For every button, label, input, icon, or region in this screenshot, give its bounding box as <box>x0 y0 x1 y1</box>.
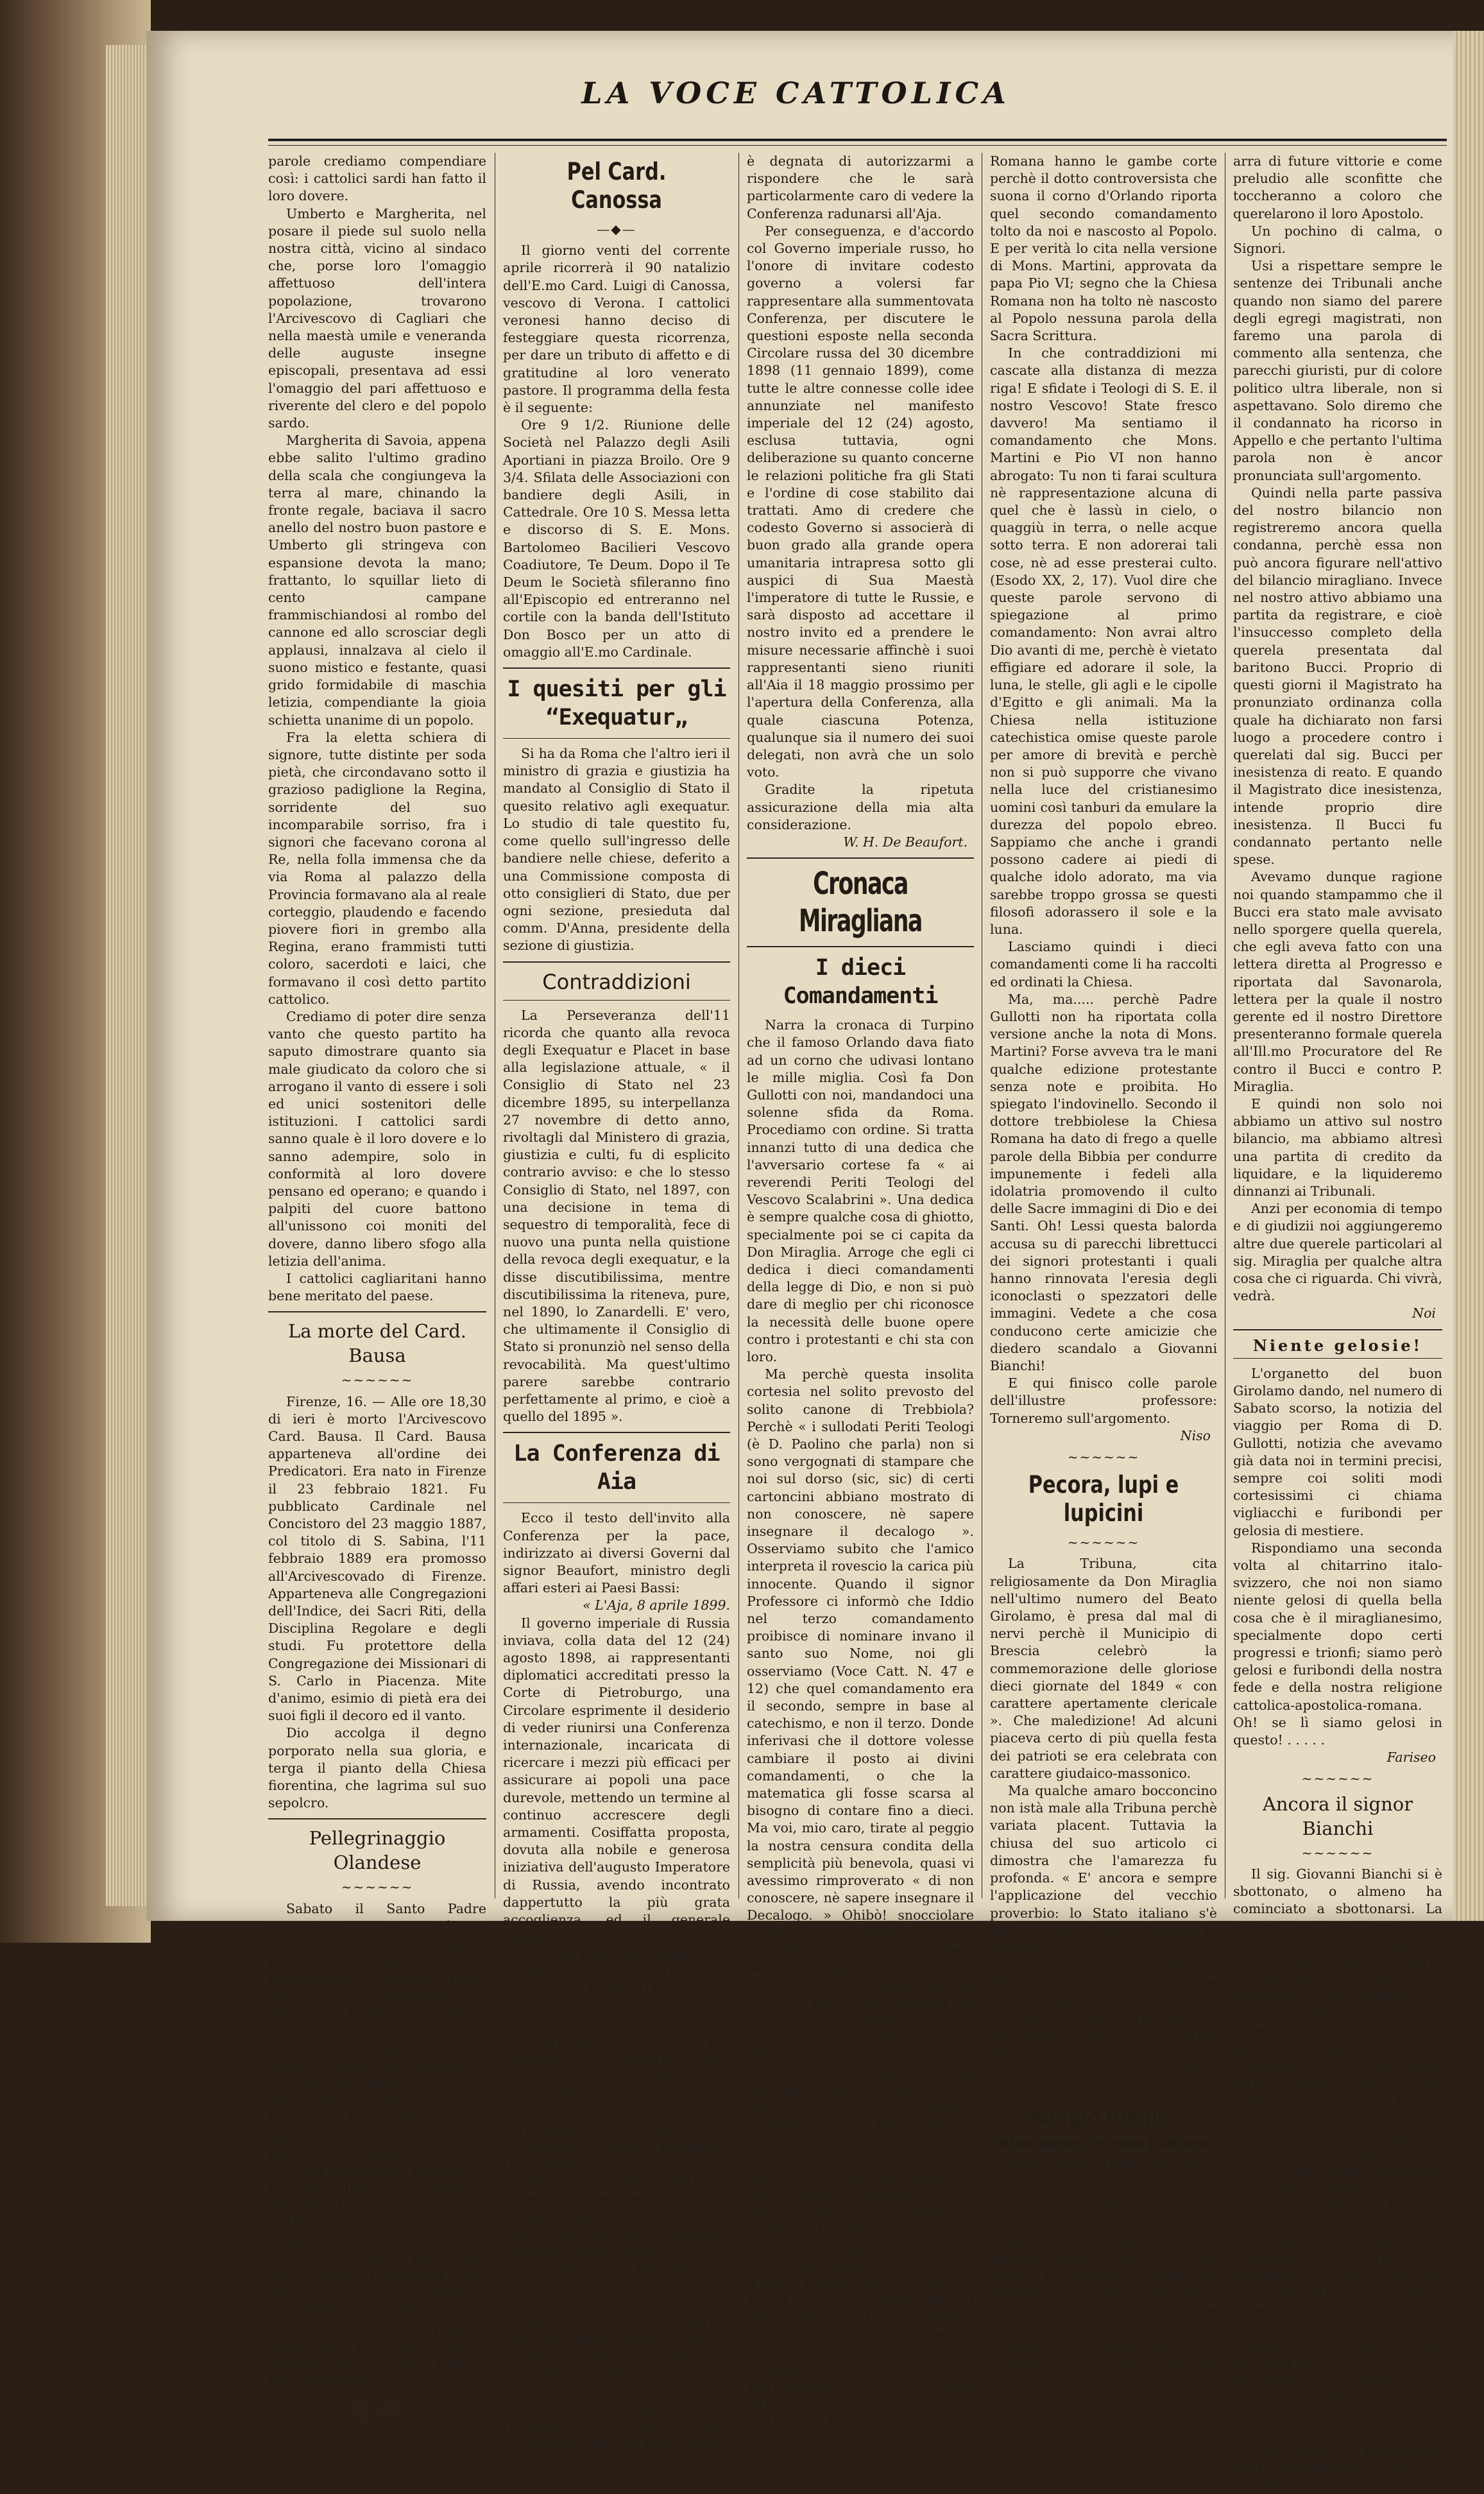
headline-pecora: Pecora, lupi e lupicini <box>1028 1471 1179 1527</box>
floral-ornament-icon: ❦❧ <box>347 2389 407 2432</box>
ornament-divider: ~~~~~~ <box>1301 1845 1374 1861</box>
masthead-rule-thin <box>268 145 1447 146</box>
paragraph: Il giorno venti del corrente aprile ricorrerà il 90 natalizio dell'E.mo Card. Luigi di Canossa, vescovo di Verona. I cattolici veronesi hanno deciso di festeggiare questa ricorrenza, per dare un tributo di affetto e di gratitudine al loro venerato pastore. Il programma della festa è il seguente: <box>503 243 730 416</box>
paragraph: Dopo una lunga autodifesa su questo terreno, viene a parlare di D. Paolino. Fa pure una lunga storia del miraglianesimo e delle sue relazioni con Miraglia e conchiude che egli, viste non accettate certe sue proposte, si regolò in proposito per non figurare come un soldato di ventura del giornalismo, dopo cinquant'anni di lotta cosciente in quel campo; e ciò più ancora perchè gli premeva di levarsi di dosso fin l'ombra del sospetto che egli mai potesse venire a transazione col Protestantesimo, verso cui, a giudizio suo, si incam- <box>1233 2163 1442 2493</box>
paragraph: Ma, ma..... perchè Padre Gullotti non ha riportata colla versione anche la nota di Mons. Martini? Forse avveva tra le mani qualche edizione protestante senza note e proibita. Ho spiegato l'indovinello. Secondo il dottore trebbiolese la Chiesa Romana ha dato di frego a quelle parole della Bibbia per condurre impunemente i fedeli alla idolatria promovendo il culto delle Sacre immagini di Dio e dei Santi. Oh! Lessi questa balorda accusa su di parecchi librettucci dei signori protestanti i quali hanno rinnovata l'eresia degli iconoclasti o spezzatori delle immagini. Vedete a che cosa conducono certe amicizie che diedero scandalo a Giovanni Bianchi! <box>990 991 1217 1374</box>
headline-rule <box>1233 1358 1442 1359</box>
paragraph: Sabato il Santo Padre ammetteva in udienza particolare una cinquantina di persone, componenti il pellegrinaggio olandese, posto sotto l'alto patronato di Monsignor Francesco Tarnassi, internunzio apost. all'Aja. <box>268 1900 486 2039</box>
paragraph: La Tribuna, cita religiosamente da Don Miraglia nell'ultimo numero del Beato Girolamo, è presa dal mal di nervi perchè il Municipio di Brescia celebrò la commemorazione delle gloriose dieci giornate del 1849 « con carattere apertamente clericale ». Che maledizione! Ad alcuni piaceva certo di più quella festa dei patrioti se era celebrata con carattere giudaico-massonico. <box>990 1556 1217 1781</box>
ornament-divider: ~~~~~~ <box>1067 2083 1140 2099</box>
paragraph: Margherita di Savoia, appena ebbe salito l'ultimo gradino della scala che congiungeva la terra al mare, chinando la fronte regale, baciava il sacro anello del nostro buon pastore e Umberto gli stringeva con espansione devota la mano; frattanto, lo squillar lieto di cento campane frammischiandosi al rombo del cannone ed allo scrosciar degli applausi, innalzava al cielo il suono mistico e festante, quasi grido formidabile di maschia letizia, compendiante la gioia schietta unanime di un popolo. <box>268 433 486 728</box>
section-rule <box>268 1818 486 1819</box>
paragraph: Quindi nella parte passiva del nostro bilancio non registreremo ancora quella condanna, perchè essa non può ancora figurare nell'attivo del bilancio miragliano. Invece nel nostro attivo abbiamo una partita da registrare, e cioè l'insuccesso completo della querela presentata dal baritono Bucci. Proprio di questi giorni il Magistrato ha pronunziato ordinanza colla quale ha dichiarato non farsi luogo a procedere contro i querelati dal sig. Bucci per inesistenza di reato. E quando il Magistrato dice inesistenza, intende proprio dire inesistenza. Il Bucci fu condannato pertanto nelle spese. <box>1233 485 1442 868</box>
paragraph: Chi sono i lupi grossi e piccoli? Per la Tribuna sono i clericali che si mangiano lo Stato!!! Noi crediamo che ben altre maschele lavorassero attorno allo Stato italiano. <box>990 1957 1217 2061</box>
headline-dieci-comandamenti: I dieci Comandamenti <box>783 955 938 1010</box>
headline-niente-gelosie: Niente gelosie! <box>1252 1336 1423 1355</box>
headline-adagio-biagio: Adagio Biagio! <box>1028 2104 1179 2129</box>
headline-rule <box>503 1000 730 1001</box>
paragraph: Umberto e Margherita, nel posare il piede sul suolo nella nostra città, vicino al sindaco che, porse loro l'omaggio affettuoso dell'intera popolazione, trovarono l'Arcivescovo di Cagliari che nella maestà umile e veneranda delle auguste insegne episcopali, presentava ad essi l'omaggio del pari affettuoso e riverente del clero e del popolo sardo. <box>268 205 486 431</box>
section-rule <box>503 961 730 963</box>
headline-rule <box>503 1502 730 1503</box>
paragraph: Dio accolga il degno porporato nella sua gloria, e terga il pianto della Chiesa fiorentina, che lagrima sul suo sepolcro. <box>268 1725 486 1811</box>
paragraph: è degnata di autorizzarmi a rispondere che le sarà particolarmente caro di vedere la Conferenza radunarsi all'Aja. <box>747 153 974 221</box>
paragraph: Ci dicono che un insolito tripudio animi le diradate file degli ultimi superstiti del miraglianesimo che sta per morire. La condanna pronunziata Venerdì dal nostro Tribunale a carico del Santani, ex-gerente della Voce Cattolica, li ha alquanto ringalluzziti e considerano quella Sentenza come <box>990 2197 1217 2388</box>
column-2 <box>503 153 730 2469</box>
paragraph: Per motivi di ordine politico, il governo imperiale russo ha giudicato non essere desiderabile che la riunione della Conferenza avvenga nella capitale di una delle grandi Potenze; e assicuratosi il consenso dei Governi interessati, si è rivolto al Gabinetto dell'Aja, per ottenere il suo gradimento alla scelta di questa residenza come sede della Conferenza in parola. Io mi sono affrettato a prendere gli ordini di S. Maestà la Regina a tale riguardo, e sono felice d'informarvi che la mia augusta Sovrana si <box>503 2174 730 2469</box>
paragraph: Gradite la ripetuta assicurazione della mia alta considerazione. <box>747 782 974 832</box>
masthead-title: LA VOCE CATTOLICA <box>581 76 1011 110</box>
headline-canossa: Pel Card. Canossa <box>567 158 667 214</box>
signature: Galeno <box>1164 2062 1211 2078</box>
right-page-edges <box>1453 31 1484 1921</box>
column-5 <box>1233 153 1442 2493</box>
headline-cronaca-miragliana: Cronaca Miragliana <box>799 866 922 940</box>
page-stack-edge <box>106 45 151 1906</box>
paragraph: Il sig. Giovanni Bianchi si è sbottonato, o almeno ha cominciato a sbottonarsi. La lettera da noi annunciata nell'ultimo numero comparve in due puntate sulla « Libertà ». Dice che lui non è un convertito che avrebbe le passate eresie, come alcuni vorrebbero, perchè fu sempre cattolico; che non è un vecchio rammollito fatto su da pochi furbi, come altri hanno insinuato, perchè la sua testa è ancor salda e la materia grigia che c'è dentro non ha ancora perduto il suo fosforo. <box>1233 1866 1442 2162</box>
paragraph: Ore 9 1/2. Riunione delle Società nel Palazzo degli Asili Aportiani in piazza Broilo. Ore 9 3/4. Sfilata delle Associazioni con bandiere degli Asili, in Cattedrale. Ore 10 S. Messa letta e discorso di S. E. Mons. Bartolomeo Bacilieri Vescovo Coadiutore, Te Deum. Dopo il Te Deum le Società sfileranno fino all'Episcopio ed entreranno nel cortile con la banda dell'Istituto Don Bosco per un atto di omaggio all'E.mo Cardinale. <box>503 417 730 660</box>
headline-ancora-bianchi: Ancora il signor Bianchi <box>1262 1793 1413 1839</box>
column-1 <box>268 153 486 2432</box>
headline-conferenza: La Conferenza di Aia <box>513 1441 720 1495</box>
dateline: « L'Aja, 8 aprile 1899. <box>583 1597 730 1613</box>
paragraph: Narra la cronaca di Turpino che il famoso Orlando dava fiato ad un corno che udivasi lontano le mille miglia. Così fa Don Gullotti con noi, mandandoci una solenne sfida da Roma. Procediamo con ordine. Si tratta innanzi tutto di una dedica che l'avversario cortese fa « ai reverendi Periti Teologi del Vescovo Scalabrini ». Una dedica è sempre qualche cosa di ghiotto, specialmente poi se ci capita da Don Miraglia. Arroge che egli ci dedica i dieci comandamenti della legge di Dio, e non si può dare di meglio per chi riconosce la necessità delle buone opere contro i protestanti e chi sta con loro. <box>747 1017 974 1364</box>
section-rule <box>503 667 730 669</box>
newspaper-page <box>146 31 1484 2493</box>
subheadline: Nuove querele e nuovi querelati <box>1000 2155 1207 2171</box>
ornament-divider: ~~~~~~ <box>1301 1771 1374 1787</box>
paragraph: Ma qualche amaro bocconcino non istà male alla Tribuna perchè variata placent. Tuttavia la chiusa del suo articolo ci dimostra che l'amarezza fu profonda. « E' ancora e sempre l'applicazione del vecchio proverbio: lo Stato italiano s'è fatto pecora; lupi e lupicini lo mangiano. » <box>990 1783 1217 1956</box>
paragraph: Lasciamo quindi i dieci comandamenti come li ha raccolti ed ordinati la Chiesa. <box>990 939 1217 990</box>
section-rule <box>747 946 974 947</box>
paragraph: Crediamo di poter dire senza vanto che questo partito ha saputo dimostrare quanto sia male giudicato da coloro che si arrogano il vanto di essere i soli ed unici sostenitori delle istituzioni. I cattolici sardi sanno quale è il loro dovere e lo sanno adempire, solo in conformità al loro dovere pensano ed operano; e quando i palpiti del cuore battono all'unissono coi moniti del dovere, danno libero sfogo alla letizia dell'anima. <box>268 1008 486 1269</box>
paragraph: I cattolici cagliaritani hanno bene meritato del paese. <box>268 1271 486 1304</box>
paragraph: Per conseguenza, e d'accordo col Governo imperiale russo, ho l'onore di invitare codesto governo a volersi far rappresentare alla summentovata Conferenza, per discutere le questioni esposte nella seconda Circolare russa del 30 dicembre 1898 (11 gennaio 1899), come tutte le altre connesse colle idee annunziate nel manifesto imperiale del 12 (24) agosto, esclusa tuttavia, ogni deliberazione su quanto concerne le relazioni politiche fra gli Stati e l'ordine di cose stabilito dai trattati. Amo di credere che codesto Governo si associerà di buon grado alla grande opera umanitaria intrapresa sotto gli auspici di Sua Maestà l'imperatore di tutte le Russie, e sarà disposto ad accettare il nostro invito ed a prendere le misure necessarie affinchè i suoi rappresentanti sieno riuniti all'Aia il 18 maggio prossimo per l'apertura della Conferenza, alla quale ciascuna Potenza, qualunque sia il numero dei suoi delegati, non avrà che un solo voto. <box>747 223 974 780</box>
paragraph: Il pellegrinaggio, fra cui alcune signore, è presieduto da un comitato direttivo, di cui fanno parte il Rev. Dekkers, Vicario a Teteringenlez-Breda, quale presidente, il cav. Carlo Kieckens di Tilbourg, direttore, il signor Cerksen di Tilbourg, il Rev. dott. Brink, quali membri del comitato stesso. <box>268 2040 486 2214</box>
headline-rule <box>503 738 730 739</box>
section-rule <box>1233 1329 1442 1330</box>
paragraph: E qui finisco colle parole dell'illustre professore: Torneremo sull'argomento. <box>990 1375 1217 1426</box>
paragraph: Avevamo dunque ragione noi quando stampammo che il Bucci era stato male avvisato nello sporgere quella querela, che egli aveva fatto con una lettera diretta al Progresso e riportata dal Savonarola, lettera per la quale il nostro gerente ed il nostro Direttore presenteranno formale querela all'Ill.mo Procuratore del Re contro il Bucci e contro P. Miraglia. <box>1233 869 1442 1094</box>
section-rule <box>747 857 974 859</box>
paragraph: Romana hanno le gambe corte perchè il dotto controversista che suona il corno d'Orlando riporta quel secondo comandamento tolto da noi e nascosto al Popolo. E per verità lo cita nella versione di Mons. Martini, approvata da papa Pio VI; segno che la Chiesa Romana non ha tolto nè nascosto al Popolo nessuna parola della Sacra Scrittura. <box>990 153 1217 344</box>
paragraph: parole crediamo compendiare così: i cattolici sardi han fatto il loro dovere. <box>268 153 486 204</box>
paragraph: In che contraddizioni mi cascate alla distanza di mezza riga! E sfidate i Teologi di S. E. il nostro Vescovo! State fresco davvero! Ma sentiamo il comandamento che Mons. Martini e Pio VI non hanno abrogato: Tu non ti farai scultura nè rappresentazione alcuna di quel che è lassù in cielo, o quaggiù in terra, o nelle acque sotto terra. E non adorerai tali cose, nè ad esse presterai culto. (Esodo XX, 2, 17). Vuol dire che queste parole servono di spiegazione al primo comandamento: Non avrai altro Dio avanti di me, perchè è vietato effigiare ed adorare il sole, la luna, le stelle, gli agli e le cipolle d'Egitto e gli animali. Ma la Chiesa nella istituzione catechistica omise queste parole per amore di brevità e perchè non si può supporre che vivano nella luce del cristianesimo uomini così tanburi da emulare la durezza del popolo ebreo. Sappiamo che anche i grandi possono cadere ai piedi di qualche idolo adorato, ma via sarebbe troppo grossa se questi filosofi adorassero il sole e la luna. <box>990 345 1217 937</box>
ornament-divider: ~~~~~~ <box>341 1879 414 1895</box>
paragraph: Rispondiamo una seconda volta al chitarrino italo-svizzero, che noi non siamo niente gelosi di quella bella cosa che è il miraglianesimo, specialmente dopo certi progressi e trionfi; siamo però gelosi e furibondi della nostra fede e della nostra religione cattolica-apostolica-romana. Oh! se lì siamo gelosi in questo! . . . . . <box>1233 1540 1442 1748</box>
signature: Niso <box>1180 1427 1211 1443</box>
ornament-divider: ~~~~~~ <box>341 1372 414 1388</box>
paragraph: L'organetto del buon Girolamo dando, nel numero di Sabato scorso, la notizia del viaggio per Roma di D. Gullotti, notizia che avevamo già data noi in termini precisi, sempre coi soliti modi cortesissimi ci chiama vigliacchi e furibondi per gelosia di mestiere. <box>1233 1365 1442 1538</box>
paragraph: Si ha da Roma che l'altro ieri il ministro di grazia e giustizia ha mandato al Consiglio di Stato il quesito relativo agli exequatur. Lo studio di tale questito fu, come quello sull'ingresso delle bandiere nelle chiese, deferito a una Commissione composta di otto consiglieri di Stato, due per ogni sezione, presieduta dal comm. D'Anna, presidente della sezione di giustizia. <box>503 746 730 954</box>
section-rule <box>268 1311 486 1312</box>
paragraph: Usi a rispettare sempre le sentenze dei Tribunali anche quando non siamo del parere degli egregi magistrati, non faremo una parola di commento alla sentenza, che parecchi giuristi, pur di colore politico ultra liberale, non si aspettavano. Solo diremo che il condannato ha ricorso in Appello e che pertanto l'ultima parola non è ancor pronunciata sull'argomento. <box>1233 258 1442 483</box>
paragraph: Dopo l'offerta fatta al Santo Padre di un ricco obolo, il signor cav. Carlo Kieckens, presentava ad uno ad uno i pellegrini a Sua Santità, che li intratteneva famigliarmente, avendo parole di ringraziamento e di paterna benevolenza per ciascheduno, e ammettendo da ultimo tutti al bacio della mano. <box>268 2215 486 2388</box>
headline-contraddizioni: Contraddizioni <box>542 969 691 994</box>
paragraph: Un pochino di calma, o Signori. <box>1233 223 1442 257</box>
paragraph: La Perseveranza dell'11 ricorda che quanto alla revoca degli Exequatur e Placet in base alla legislazione attuale, « il Consiglio di Stato nel 23 dicembre 1895, su interpellanza 27 novembre di detto anno, rivoltagli dal Ministero di grazia, giustizia e culti, fu di esplicito contrario avviso: e che lo stesso Consiglio di Stato, nel 1897, con una decisione in tema di sequestro di temporalità, fece di nuovo una punta nella quistione della revoca degli exequatur, e la disse discutibilissima, mentre discutibilissima la riteneva, pure, nel 1890, lo Zanardelli. E' vero, che ultimamente il Consiglio di Stato si pronunziò nel senso della revocabilità. Ma quest'ultimo parere sarebbe contrario perfettamente al primo, e cioè a quello del 1895 ». <box>503 1007 730 1425</box>
paragraph: Fra la eletta schiera di signore, tutte distinte per soda pietà, che circondavano sotto il grazioso padiglione la Regina, sorridente del suo incomparabile sorriso, fra i signori che facevano corona al Re, nella folla immensa che da via Roma al palazzo della Provincia formavano ala al reale corteggio, plaudendo e facendo piovere fiori in grembo alla Regina, erano frammisti tutti coloro, sacerdoti e laici, che formavano il così detto partito cattolico. <box>268 729 486 1007</box>
subheadline: Ride bene chi ride l'ultimo <box>999 2136 1208 2153</box>
column-4 <box>990 153 1217 2388</box>
paragraph: arra di future vittorie e come preludio alle sconfitte che toccheranno a coloro che querelarono il loro Apostolo. <box>1233 153 1442 221</box>
ornament-divider: —◆— <box>597 221 636 237</box>
signature: Noi <box>1412 1305 1436 1321</box>
paragraph: E quindi non solo noi abbiamo un attivo sul nostro bilancio, ma abbiamo altresì una partita di credito da liquidare, e la liquideremo dinnanzi ai Tribunali. <box>1233 1096 1442 1199</box>
paragraph: Ma le bugie della Chiesa Cattolica <box>747 2414 974 2447</box>
paragraph: Ma Padre Miraglia, passati quasi tre mesi dalla campana del cartoncino, si difende contro la nostra accusa, ribadendo il chiodo. Sicuro: tutta la colpa è della Chiesa Cattolica Romana che ha « tolto e nascosto al popolo » il secondo comandamento di Dio dando nel Catechismo il secondo posto al terzo, e così via via spostandoli tutti, finchè, venutone a mancare uno, dovette dividere in due l'ultimo, per cavarne il nono e il decimo. Insomma la Chiesa Romana ha soppresso addirittura uno dei dei comandamenti, sicchè il nuovo Ercole ci grida in capo: « Ei ora a voi, o impudenti (grazie!) Periti Teologi..... Chi ha mutilato la parola di Dio? » E segue l'ultima minaccia che ci fa tremare « torneremo sull'argomento ». (Sav. 13 Aprile 99). <box>747 1977 974 2412</box>
paragraph: Firenze, 16. — Alle ore 18,30 di ieri è morto l'Arcivescovo Card. Bausa. Il Card. Bausa apparteneva all'ordine dei Predicatori. Era nato in Firenze il 23 febbraio 1821. Fu pubblicato Cardinale nel Concistoro del 23 maggio 1887, col titolo di S. Sabina, l'11 febbraio 1889 era promosso all'Arcivescovado di Firenze. Apparteneva alle Congregazioni dell'Indice, dei Sacri Riti, della Disciplina Regolare e degli studi. Fu protettore della Congregazione dei Missionari di S. Carlo in Piacenza. Mite d'animo, esimio di pietà era dei suoi figli il decoro ed il vanto. <box>268 1393 486 1724</box>
paragraph: Il governo imperiale di Russia inviava, colla data del 12 (24) agosto 1898, ai rappresentanti diplomatici accreditati presso la Corte di Pietroburgo, una Circolare esprimente il desiderio di veder riunirsi una Conferenza internazionale, incaricata di ricercare i mezzi più efficaci per assicurare ai popoli una pace durevole, mettendo un termine al continuo accrescere degli armamenti. Cosiffatta proposta, dovuta alla nobile e generosa iniziativa dell'augusto Imperatore di Russia, avendo incontrato dappertutto la più grata accoglienza, ed il generale assenso delle Potenze, Sua Eccellenza il ministro degli affari esteri di Russia trasmetteva, il 30 decembre 1898 (11 gennaio 1899), ai rappresentanti diplomatici una seconda Circolare, in cui dava forma più concreta alle generose idee preconizzate dal magnanimo Imperatore, indicando certi quesiti che potrebbero particolarmente sottoporsi alle deliberazioni della progettata Conferenza. <box>503 1615 730 2172</box>
paragraph: Ma perchè questa insolita cortesia nel solito prevosto del solito canone di Trebbiola? Perchè « i sullodati Periti Teologi (è D. Paolino che parla) non si sono vergognati di stampare che noi sul dorso (sic, sic) di certi cartoncini abbiano mostrato di non conoscere, nè sapere insegnare il decalogo ». Osserviamo subito che l'amico interpreta il rovescio la carica più innocente. Quando il signor Professore ci informò che Iddio nel terzo comandamento proibisce di nominare invano il santo suo Nome, noi gli osserviamo (Voce Catt. N. 47 e 12) che quel comandamento era il secondo, sempre in base al catechismo, e non il terzo. Donde inferivasi che il dottore volesse cambiare il posto ai divini comandamenti, o che la matematica gli fosse scarsa al bisogno di contare fino a dieci. Ma voi, mio caro, tirate al peggio la nostra censura condita della semplicità più benevola, quasi vi avessimo rimproverato « di non conoscere, nè sapere insegnare il Decalogo. » Ohibò! snocciolare simili panzane contro di voi che sfogarate i protestanti in difesa delle buone opere !!! <box>747 1366 974 1976</box>
column-divider <box>738 153 739 1898</box>
section-rule <box>503 1432 730 1433</box>
ornament-divider: ~~~~~~ <box>1067 2176 1140 2192</box>
ornament-divider: ~~~~~~ <box>1067 1535 1140 1551</box>
column-3 <box>747 153 974 2447</box>
headline-pellegrinaggio: Pellegrinaggio Olandese <box>309 1827 446 1874</box>
paragraph: Anzi per economia di tempo e di giudizii noi aggiungeremo altre due querele particolari al sig. Miraglia per qualche altra cosa che ci riguarda. Chi vivrà, vedrà. <box>1233 1201 1442 1304</box>
paragraph: Ecco il testo dell'invito alla Conferenza per la pace, indirizzato ai diversi Governi dal signor Beaufort, ministro degli affari esteri ai Paesi Bassi: <box>503 1510 730 1596</box>
masthead-rule <box>268 139 1447 141</box>
ornament-divider: ~~~~~~ <box>1067 1449 1140 1465</box>
headline-bausa: La morte del Card. Bausa <box>288 1320 466 1367</box>
signature: W. H. De Beaufort. <box>843 834 968 850</box>
signature: Fariseo <box>1386 1750 1436 1766</box>
headline-quesiti: I quesiti per gli “Exequatur„ <box>507 676 726 731</box>
